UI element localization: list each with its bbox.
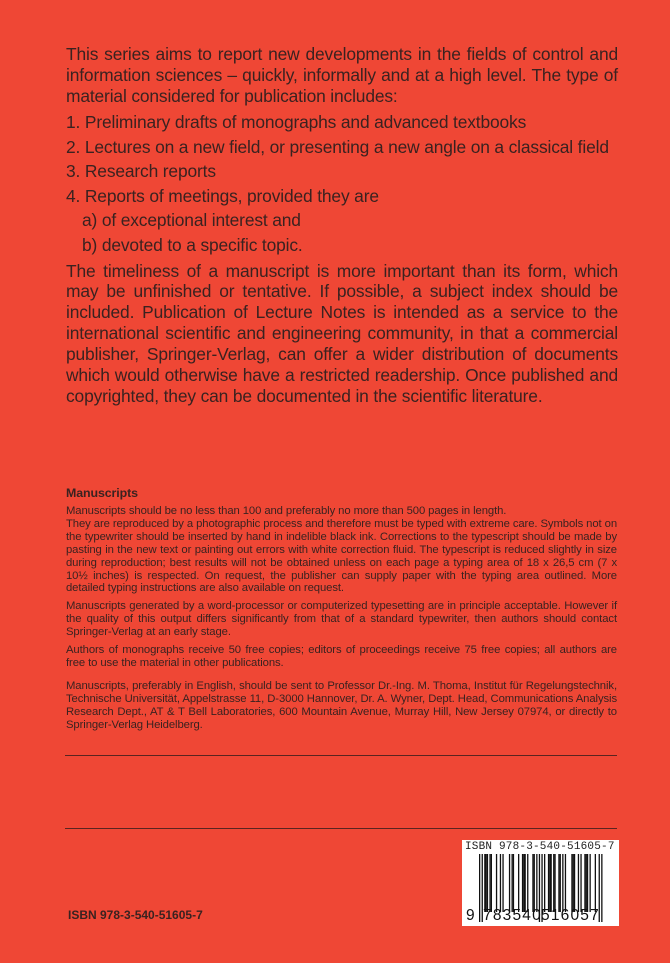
list-item: 4. Reports of meetings, provided they are [66, 185, 379, 206]
isbn-label: ISBN 978-3-540-51605-7 [68, 908, 203, 922]
sub-list-item: b) devoted to a specific topic. [82, 234, 303, 255]
manuscripts-address-paragraph: Manuscripts, preferably in English, should be sent to Professor Dr.-Ing. M. Thoma, Institut für Regelungstechnik, Technische Universität, Appelstrasse 11, D-3000 Hannover, Dr. A. Wyner, Dept. Head, Communications Analysis Research Dept., AT & T Bell Laboratories, 600 Mountain Avenue, Murray Hill, New Jersey 07974, or directly to Springer-Verlag Heidelberg. [66, 679, 617, 731]
manuscripts-typing-paragraph: They are reproduced by a photographic process and therefore must be typed with extreme care. Symbols not on the typewriter should be inserted by hand in indelible black ink. Corrections to the typescript should be made by pasting in the new text or painting out errors with white correction fluid. The typescript is reduced slightly in size during reproduction; best results will not be obtained unless on each page a typing area of 18 x 26,5 cm (7 x 10½ inches) is respected. On request, the publisher can supply paper with the typing area outlined. More detailed typing instructions are also available on request. [66, 517, 617, 595]
manuscripts-wordprocessor-paragraph: Manuscripts generated by a word-processor or computerized typesetting are in principle acceptable. However if the quality of this output differs significantly from that of a standard typewriter, then authors should contact Springer-Verlag at an early stage. [66, 600, 617, 639]
barcode-left-digits: 783540 [483, 907, 542, 924]
list-item: 3. Research reports [66, 161, 216, 182]
timeliness-paragraph: The timeliness of a manuscript is more important than its form, which may be unfinished or tentative. If possible, a subject index should be included. Publication of Lecture Notes is intended as a service to the international scientific and engineering community, in that a commercial publisher, Springer-Verlag, can offer a wider distribution of documents which would otherwise have a restricted readership. Once published and copyrighted, they can be documented in the scientific literature. [66, 260, 618, 406]
isbn-barcode [462, 840, 619, 926]
divider-rule [65, 755, 617, 756]
barcode-isbn-text: ISBN 978-3-540-51605-7 [465, 841, 615, 853]
intro-paragraph: This series aims to report new developments in the fields of control and information sciences – quickly, informally and at a high level. The type of material considered for publication includes: [66, 44, 618, 106]
manuscripts-copies-paragraph: Authors of monographs receive 50 free copies; editors of proceedings receive 75 free copies; all authors are free to use the material in other publications. [66, 644, 617, 669]
list-item: 1. Preliminary drafts of monographs and advanced textbooks [66, 112, 527, 132]
series-description [66, 44, 618, 407]
sub-list-item: a) of exceptional interest and [82, 210, 301, 231]
manuscripts-section [66, 486, 617, 737]
barcode-first-digit: 9 [466, 907, 475, 924]
manuscripts-heading: Manuscripts [66, 486, 138, 500]
divider-rule [65, 828, 617, 829]
list-item: 2. Lectures on a new field, or presenting a new angle on a classical field [66, 136, 609, 157]
publication-types-list [66, 110, 618, 258]
manuscripts-length-paragraph: Manuscripts should be no less than 100 and preferably no more than 500 pages in length. [66, 505, 507, 517]
barcode-right-digits: 516057 [541, 907, 600, 924]
